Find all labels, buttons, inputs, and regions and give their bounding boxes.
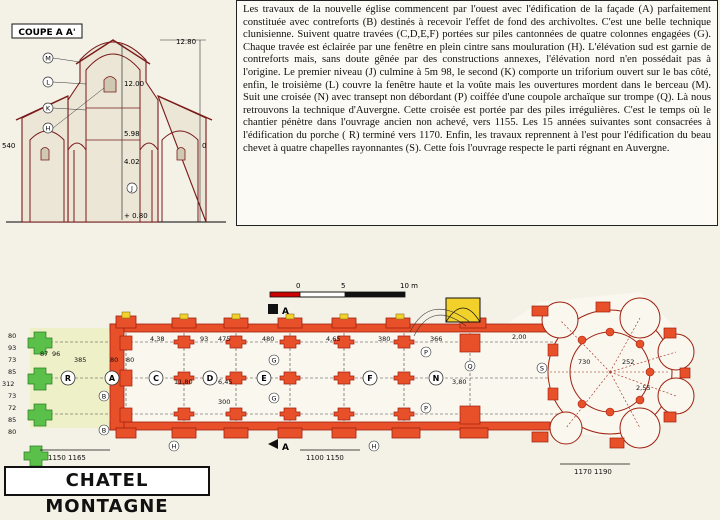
date-nave: 1100 1150	[306, 454, 344, 462]
dim-d10: 80	[110, 356, 119, 364]
marker-g1: G	[271, 356, 277, 365]
dim-c1: 87	[40, 350, 49, 358]
dim-l9: 80	[8, 428, 17, 436]
marker-h1: H	[171, 442, 177, 451]
dim-l4: 85	[8, 368, 17, 376]
section-label: COUPE A A'	[18, 28, 76, 38]
dim-d5: 4,65	[326, 335, 341, 343]
dim-l3: 73	[8, 356, 17, 364]
section-marker-k: K	[45, 104, 51, 113]
marker-q: Q	[467, 362, 473, 371]
dim-l8: 85	[8, 416, 17, 424]
dim-d7: 366	[430, 335, 443, 343]
dim-d6: 380	[378, 335, 391, 343]
marker-s: S	[539, 364, 545, 373]
dim-d3: 475	[218, 335, 231, 343]
dim-d14: 2,55	[636, 384, 651, 392]
dim-l5: 312	[2, 380, 15, 388]
dim-v2: 6,45	[218, 378, 233, 386]
plan-title: CHATEL MONTAGNE	[4, 466, 210, 496]
dim-d1: 4,38	[150, 335, 165, 343]
marker-b2: B	[101, 426, 107, 435]
bay-d: D	[206, 374, 214, 383]
date-porch: 1150 1165	[48, 454, 86, 462]
dim-h2: 5.98	[124, 130, 140, 138]
dim-d9: 385	[74, 356, 87, 364]
dim-l6: 73	[8, 392, 17, 400]
dim-d11: 80	[126, 356, 135, 364]
marker-b1: B	[101, 392, 107, 401]
dim-l2: 93	[8, 344, 17, 352]
svg-text:A: A	[282, 307, 289, 317]
dim-d12: 730	[578, 358, 591, 366]
section-marker-h: H	[45, 124, 51, 133]
marker-p1: P	[424, 348, 428, 357]
bay-n: N	[432, 374, 440, 383]
marker-g2: G	[271, 394, 277, 403]
dim-d13: 252	[622, 358, 635, 366]
dim-d2: 93	[200, 335, 209, 343]
dim-zero: 0	[202, 142, 207, 150]
marker-h2: H	[371, 442, 377, 451]
dim-l1: 80	[8, 332, 17, 340]
dim-left: 540	[2, 142, 16, 150]
svg-text:A: A	[282, 443, 289, 453]
date-chevet: 1170 1190	[574, 468, 612, 476]
dim-c2: 96	[52, 350, 61, 358]
scale-mid: 5	[341, 282, 346, 290]
section-marker-m: M	[45, 54, 51, 63]
scale-start: 0	[296, 282, 301, 290]
marker-p2: P	[424, 404, 428, 413]
dim-v4: 3,80	[452, 378, 467, 386]
section-marker-l: L	[46, 78, 50, 87]
bay-e: E	[261, 374, 267, 383]
section-view	[0, 0, 232, 232]
dim-d8: 2,00	[512, 333, 527, 341]
dim-h1: 12.00	[124, 80, 145, 88]
dim-h3: 4.02	[124, 158, 140, 166]
dim-l7: 72	[8, 404, 17, 412]
bay-c: C	[153, 374, 159, 383]
floor-plan	[0, 232, 720, 498]
section-marker-j: J	[131, 184, 133, 193]
dim-base: + 0.80	[124, 212, 148, 220]
dim-top: 12.80	[176, 38, 197, 46]
dim-v1: 11,80	[174, 378, 193, 386]
bay-r: R	[64, 374, 72, 383]
dim-d4: 480	[262, 335, 275, 343]
scale-end: 10 m	[400, 282, 418, 290]
bay-a: A	[108, 374, 116, 383]
dim-v3: 300	[218, 398, 231, 406]
description-text: Les travaux de la nouvelle église commencent par l'ouest avec l'édification de la façade (A) parfaitement constituée avec contreforts (B) destinés à recevoir l'effet de fond des archivoltes. C'est une belle technique clunisienne. Suivent quatre travées (C,D,E,F) portées sur piles cantonnées de quatre colonnes engagées (G). Chaque travée est éclairée par une fenêtre en plein cintre sans mouluration (H). L'élévation sud est garnie de contreforts mais, sans doute gênée par des constructions annexes, l'élévation nord n'en possédait pas à l'origine. Le premier niveau (J) culmine à 5m 98, le second (K) comporte un triforium ouvert sur le bas côté, enfin, le troisième (L) couvre la fenêtre haute et la voûte mais les ouvertures mordent dans le berceau (M). Suit une croisée (N) avec transept non débordant (P) coiffée d'une coupole archaïque sur trompe (Q). Là nous retrouvons la technique d'Auvergne. Cette croisée est portée par des piles irrégulières. C'est le temps où le chantier pénètre dans l'ouvrage ancien non achevé, vers 1155. Les 15 années suivantes sont consacrées à l'édification du porche ( R) terminé vers 1170. Enfin, les travaux reprennent à l'est pour l'édification du beau chevet à quatre chapelles rayonnantes (S). Cette fois l'ouvrage respecte le parti régnant en Auvergne.	[243, 4, 711, 154]
bay-f: F	[367, 374, 373, 383]
description-box	[236, 0, 718, 226]
